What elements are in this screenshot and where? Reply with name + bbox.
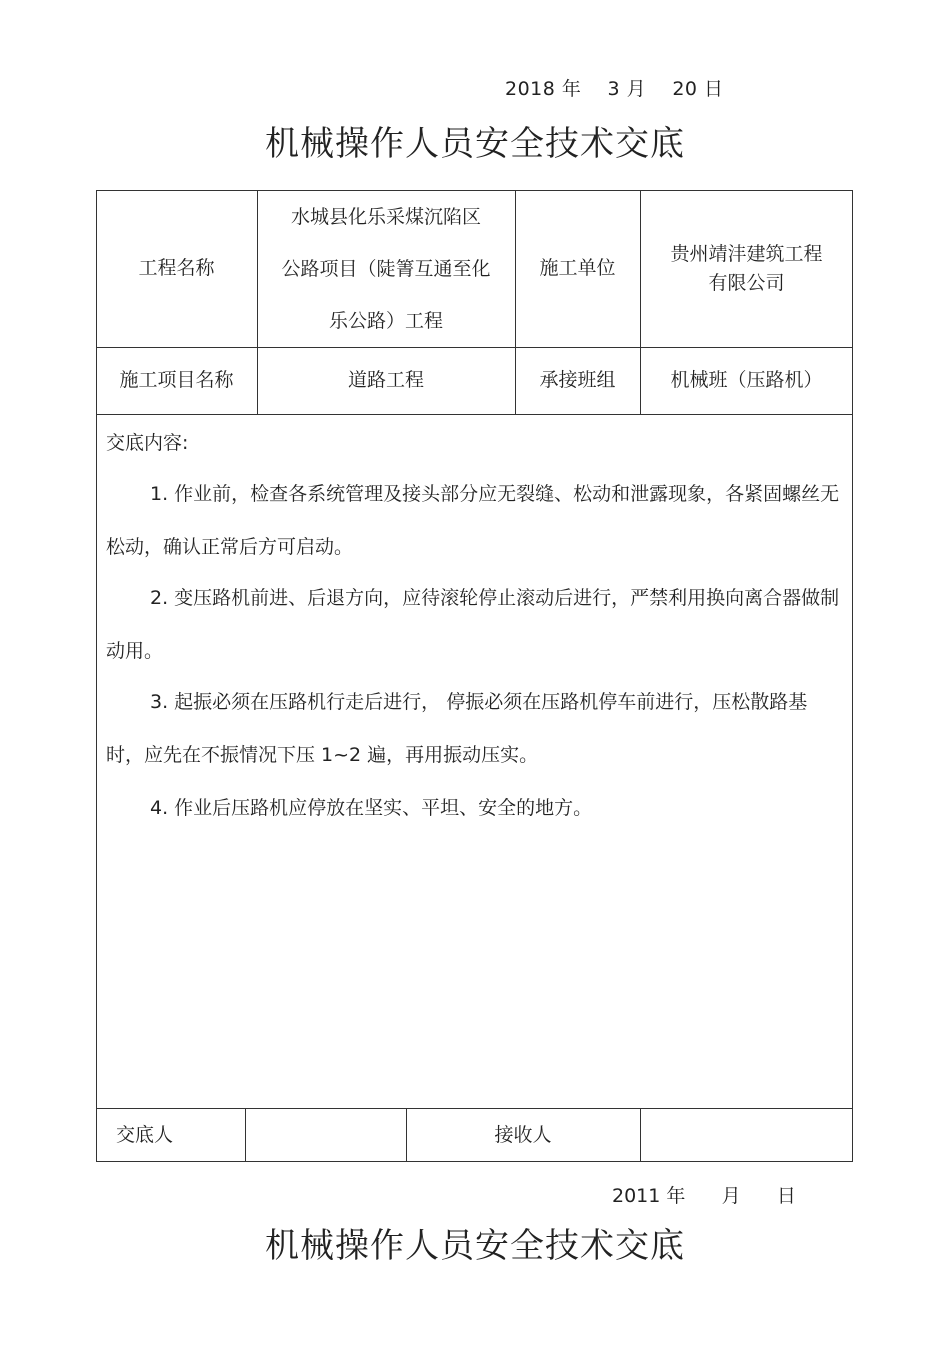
document-title: 机械操作人员安全技术交底 — [265, 124, 685, 164]
content-heading: 交底内容: — [106, 432, 189, 454]
receiver-label: 接收人 — [494, 1123, 552, 1146]
briefing-item: 1. 作业前，检查各系统管理及接头部分应无裂缝、松动和泄露现象，各紧固螺丝无松动，确认正常后方可启动。 — [106, 483, 840, 558]
briefing-item: 4. 作业后压路机应停放在坚实、平坦、安全的地方。 — [150, 797, 593, 819]
construction-unit-label: 施工单位 — [539, 257, 616, 280]
project-name-line: 水城县化乐采煤沉陷区 — [290, 205, 481, 228]
project-name-label: 工程名称 — [138, 257, 215, 280]
handover-person-field[interactable] — [245, 1108, 406, 1162]
briefing-item: 2. 变压路机前进、后退方向，应待滚轮停止滚动后进行，严禁利用换向离合器做制动用。 — [106, 587, 840, 662]
project-name-line: 乐公路）工程 — [328, 309, 443, 332]
team-label: 承接班组 — [539, 369, 616, 392]
footer-date: 2011 年 月 日 — [612, 1185, 796, 1207]
team-value: 机械班（压路机） — [670, 369, 823, 392]
construction-unit-line: 贵州靖沣建筑工程 — [670, 242, 823, 265]
construction-unit-line: 有限公司 — [708, 271, 785, 294]
receiver-field[interactable] — [640, 1108, 853, 1162]
document-date: 2018 年 3 月 20 日 — [505, 78, 724, 100]
handover-person-label: 交底人 — [116, 1123, 174, 1146]
project-name-line: 公路项目（陡箐互通至化 — [281, 257, 491, 280]
construction-unit-value — [640, 190, 853, 347]
item-name-label: 施工项目名称 — [119, 369, 234, 392]
item-name-value: 道路工程 — [347, 369, 424, 392]
briefing-item: 3. 起振必须在压路机行走后进行， 停振必须在压路机停车前进行，压松散路基时，应先在不振情况下压 1~2 遍，再用振动压实。 — [106, 691, 808, 766]
next-document-title: 机械操作人员安全技术交底 — [265, 1226, 685, 1266]
project-name-value — [257, 190, 515, 347]
